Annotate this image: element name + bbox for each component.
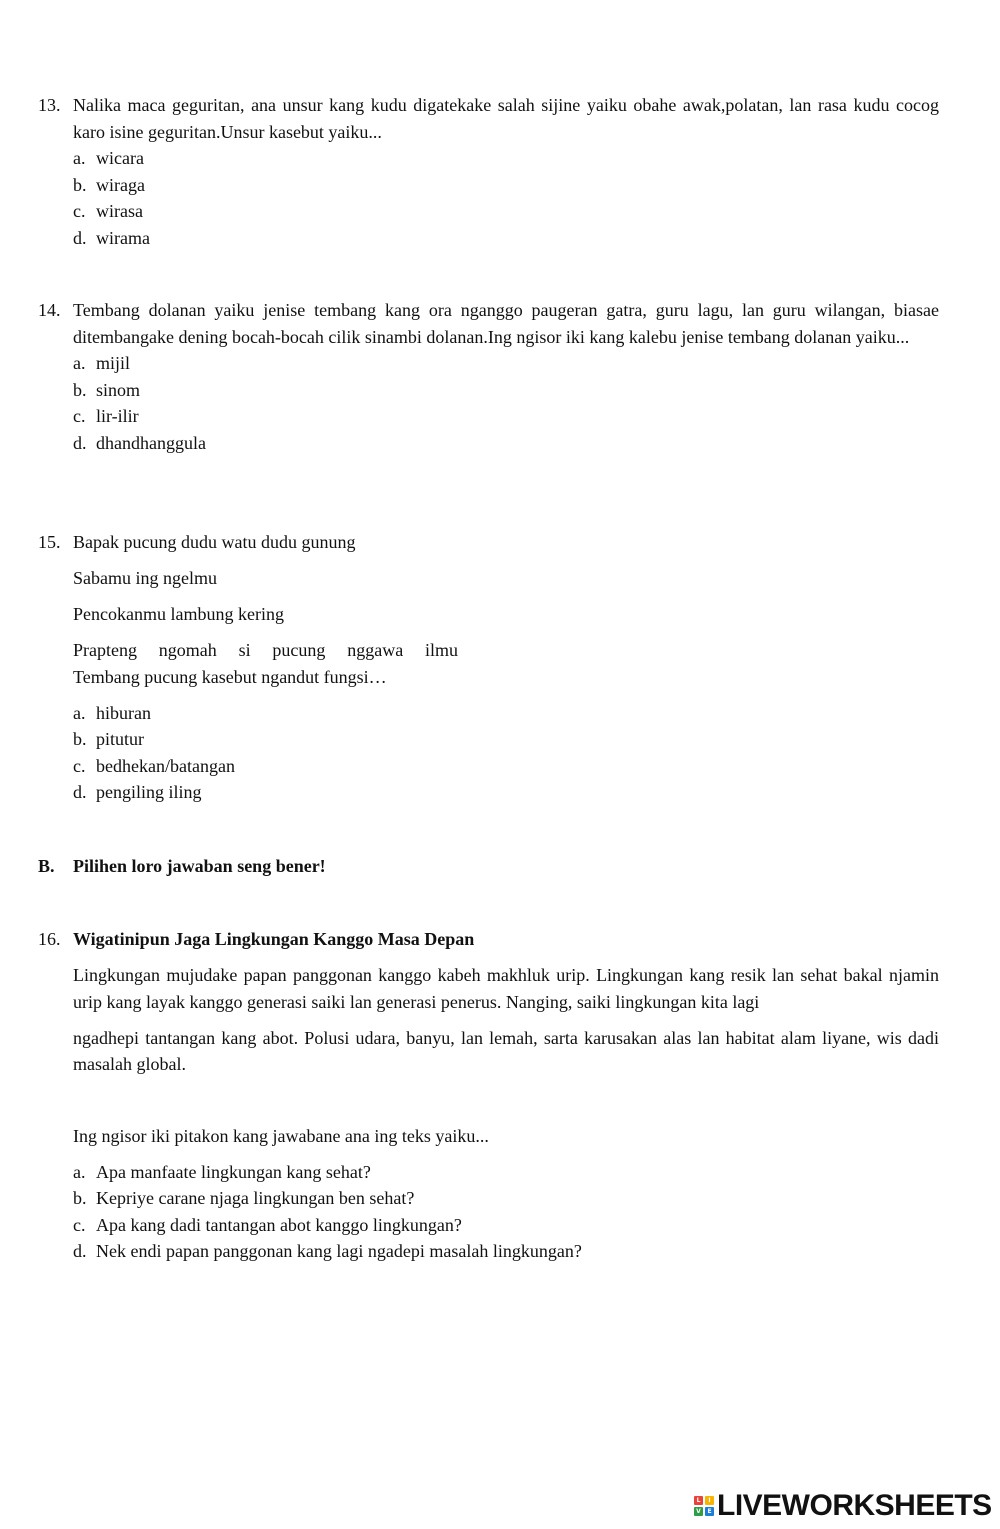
- option-letter: a.: [73, 148, 86, 168]
- option-a[interactable]: [73, 1159, 939, 1186]
- question-number: 13.: [38, 95, 61, 115]
- options-list: [73, 1159, 939, 1265]
- option-b[interactable]: [73, 377, 939, 404]
- option-letter: b.: [73, 729, 87, 749]
- option-text: Kepriye carane njaga lingkungan ben sehat?: [96, 1188, 415, 1208]
- question-13: [38, 92, 939, 251]
- poem-line: Prapteng ngomah si pucung nggawa ilmu: [73, 640, 458, 660]
- option-text: wicara: [96, 148, 144, 168]
- option-a[interactable]: [73, 350, 939, 377]
- option-a[interactable]: [73, 700, 939, 727]
- option-text: wirama: [96, 227, 150, 248]
- option-b[interactable]: [73, 1185, 939, 1212]
- option-text: bedhekan/batangan: [96, 755, 235, 776]
- option-text: lir-ilir: [96, 406, 139, 426]
- option-text: dhandhanggula: [96, 432, 206, 453]
- poem-line: Bapak pucung dudu watu dudu gunung: [73, 532, 356, 552]
- logo-square-i: I: [705, 1496, 714, 1505]
- question-stem: Nalika maca geguritan, ana unsur kang kudu digatekake salah sijine yaiku obahe awak,polatan, lan rasa kudu cocog karo isine geguritan.Unsur kasebut yaiku...: [73, 95, 939, 142]
- poem-line: Sabamu ing ngelmu: [73, 568, 217, 588]
- question-prompt: Ing ngisor iki pitakon kang jawabane ana ing teks yaiku...: [73, 1125, 489, 1146]
- option-text: pitutur: [96, 729, 144, 749]
- option-letter: a.: [73, 1161, 86, 1182]
- option-letter: d.: [73, 227, 87, 248]
- options-list: [73, 145, 939, 251]
- section-title: Pilihen loro jawaban seng bener!: [73, 856, 326, 876]
- options-list: [73, 700, 939, 806]
- option-d[interactable]: [73, 225, 939, 252]
- option-text: sinom: [96, 379, 141, 400]
- option-text: pengiling iling: [96, 782, 202, 802]
- logo-square-e: E: [705, 1507, 714, 1516]
- option-c[interactable]: [73, 198, 939, 225]
- logo-text: LIVEWORKSHEETS: [717, 1488, 992, 1522]
- option-c[interactable]: [73, 753, 939, 780]
- question-14: [38, 297, 939, 456]
- option-letter: b.: [73, 1188, 87, 1208]
- option-c[interactable]: [73, 1212, 939, 1239]
- option-d[interactable]: [73, 430, 939, 457]
- question-stem: Tembang dolanan yaiku jenise tembang kang ora nganggo paugeran gatra, guru lagu, lan guru wilangan, biasae ditembangake dening bocah-bocah cilik sinambi dolanan.Ing ngisor iki kang kalebu jenise tembang dolanan yaiku...: [73, 300, 939, 347]
- option-letter: b.: [73, 174, 87, 195]
- reading-paragraph: ngadhepi tantangan kang abot. Polusi udara, banyu, lan lemah, sarta karusakan alas lan habitat alam liyane, wis dadi masalah global.: [73, 1027, 939, 1074]
- question-15: [38, 529, 939, 806]
- poem-line: Pencokanmu lambung kering: [73, 604, 284, 624]
- option-letter: c.: [73, 1214, 86, 1235]
- question-number: 14.: [38, 300, 61, 320]
- question-number: 16.: [38, 929, 61, 949]
- option-text: hiburan: [96, 702, 151, 723]
- option-letter: a.: [73, 702, 86, 723]
- option-b[interactable]: [73, 726, 939, 753]
- option-letter: d.: [73, 1241, 87, 1261]
- reading-paragraph: Lingkungan mujudake papan panggonan kanggo kabeh makhluk urip. Lingkungan kang resik lan sehat bakal njamin urip kang layak kanggo generasi saiki lan generasi penerus. Nanging, saiki lingkungan kita lagi: [73, 965, 939, 1012]
- section-label: B.: [38, 856, 55, 876]
- option-text: Apa manfaate lingkungan kang sehat?: [96, 1161, 371, 1182]
- options-list: [73, 350, 939, 456]
- option-letter: a.: [73, 353, 86, 373]
- section-b-heading: [38, 853, 939, 880]
- option-d[interactable]: [73, 1238, 939, 1265]
- option-b[interactable]: [73, 172, 939, 199]
- question-prompt: Tembang pucung kasebut ngandut fungsi…: [73, 666, 387, 687]
- option-a[interactable]: [73, 145, 939, 172]
- option-text: Nek endi papan panggonan kang lagi ngadepi masalah lingkungan?: [96, 1241, 582, 1261]
- liveworksheets-logo-icon: [694, 1496, 714, 1516]
- option-letter: d.: [73, 782, 87, 802]
- option-letter: d.: [73, 432, 87, 453]
- option-c[interactable]: [73, 403, 939, 430]
- option-d[interactable]: [73, 779, 939, 806]
- option-text: Apa kang dadi tantangan abot kanggo lingkungan?: [96, 1214, 462, 1235]
- option-letter: c.: [73, 755, 86, 776]
- reading-title: Wigatinipun Jaga Lingkungan Kanggo Masa Depan: [73, 929, 475, 949]
- option-letter: c.: [73, 406, 86, 426]
- liveworksheets-logo[interactable]: [694, 1489, 992, 1523]
- option-text: wiraga: [96, 174, 145, 195]
- option-letter: b.: [73, 379, 87, 400]
- logo-square-v: V: [694, 1507, 703, 1516]
- option-text: mijil: [96, 353, 131, 373]
- logo-square-l: L: [694, 1496, 703, 1505]
- question-16: [38, 926, 939, 1265]
- option-text: wirasa: [96, 201, 143, 221]
- question-number: 15.: [38, 532, 61, 552]
- option-letter: c.: [73, 201, 86, 221]
